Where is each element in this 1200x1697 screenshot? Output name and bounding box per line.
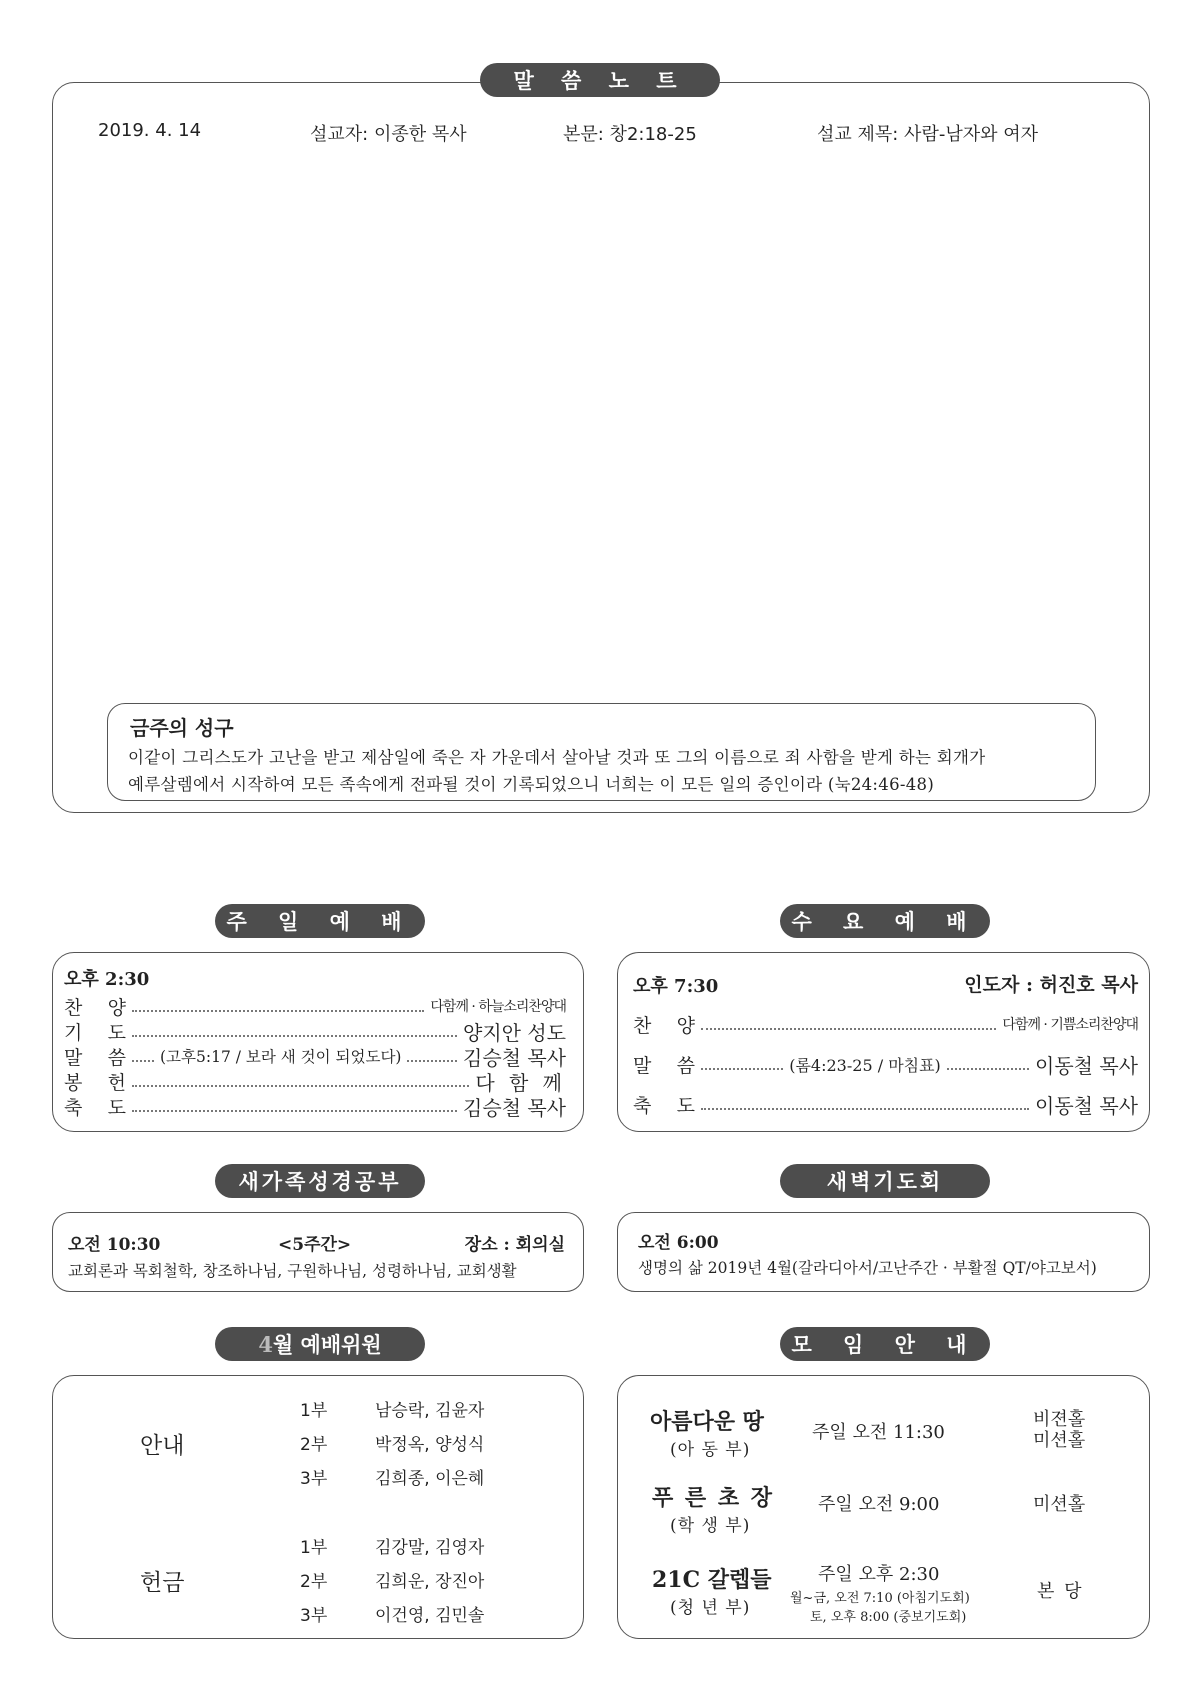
- meeting-sub: (아 동 부): [670, 1440, 751, 1460]
- committee-part: 1부: [300, 1538, 328, 1558]
- committee-part: 2부: [300, 1435, 328, 1455]
- wednesday-service-heading: 수 요 예 배: [780, 904, 990, 938]
- wednesday-row: [633, 1011, 1138, 1037]
- row-detail: (롬4:23-25 / 마침표): [789, 1055, 941, 1075]
- row-value: 이동철 목사: [1035, 1093, 1138, 1118]
- meeting-extra: 월~금, 오전 7:10 (아침기도회): [790, 1591, 970, 1606]
- committee-group-label: 헌금: [140, 1570, 185, 1596]
- sunday-row: [64, 1044, 566, 1068]
- meeting-place: 미션홀: [1033, 1494, 1086, 1515]
- dot-leader: [132, 1035, 457, 1037]
- sermon-date: 2019. 4. 14: [98, 120, 202, 141]
- row-label: 씀: [107, 1046, 126, 1069]
- dot-leader: [132, 1010, 424, 1012]
- row-value: 이동철 목사: [1035, 1053, 1139, 1078]
- row-value: 양지안 성도: [463, 1020, 566, 1045]
- meetings-heading: 모 임 안 내: [780, 1327, 990, 1361]
- meeting-name: 21C 갈렙들: [652, 1567, 772, 1593]
- dot-leader: [947, 1068, 1029, 1070]
- family-bible-place: 장소 : 회의실: [464, 1235, 565, 1255]
- row-label: 봉: [64, 1071, 83, 1094]
- committee-names: 김희운, 장진아: [375, 1572, 485, 1592]
- row-label: 양: [676, 1014, 695, 1037]
- family-bible-topics: 교회론과 목회철학, 창조하나님, 구원하나님, 성령하나님, 교회생활: [68, 1262, 517, 1280]
- wednesday-row: [633, 1051, 1138, 1077]
- row-value: 다함께 · 하늘소리찬양대: [430, 999, 566, 1015]
- row-label: 축: [64, 1096, 83, 1119]
- meeting-sub: (청 년 부): [670, 1598, 751, 1618]
- sunday-row: [64, 1069, 566, 1093]
- dawn-prayer-time: 오전 6:00: [638, 1233, 719, 1253]
- committee-names: 남승락, 김윤자: [375, 1401, 485, 1421]
- dot-leader: [701, 1028, 996, 1030]
- heading-month: 4: [258, 1331, 273, 1357]
- sermon-title: 설교 제목: 사람-남자와 여자: [817, 124, 1038, 145]
- dot-leader: [132, 1060, 154, 1062]
- row-label: 말: [633, 1054, 652, 1077]
- meeting-sub: (학 생 부): [670, 1516, 751, 1536]
- sunday-row: [64, 1094, 566, 1118]
- committee-names: 이건영, 김민솔: [375, 1606, 485, 1626]
- committee-part: 1부: [300, 1401, 328, 1421]
- meeting-time: 주일 오후 2:30: [818, 1564, 940, 1585]
- row-value: 다 함 께: [475, 1070, 566, 1095]
- committee-part: 2부: [300, 1572, 328, 1592]
- meeting-place: 미션홀: [1033, 1430, 1086, 1451]
- dot-leader: [132, 1085, 469, 1087]
- family-bible-time: 오전 10:30: [68, 1235, 161, 1255]
- dot-leader: [132, 1110, 457, 1112]
- heading-text: 월 예배위원: [272, 1332, 382, 1357]
- meeting-time: 주일 오전 9:00: [818, 1494, 940, 1515]
- row-label: 기: [64, 1021, 83, 1044]
- sunday-row: [64, 1019, 566, 1043]
- committee-heading: [215, 1327, 425, 1361]
- committee-group-label: 안내: [140, 1433, 185, 1459]
- sunday-service-heading: 주 일 예 배: [215, 904, 425, 938]
- sunday-row: [64, 994, 566, 1018]
- row-label: 헌: [107, 1071, 126, 1094]
- committee-part: 3부: [300, 1606, 328, 1626]
- row-label: 말: [64, 1046, 83, 1069]
- row-value: 김승철 목사: [463, 1045, 566, 1070]
- row-detail: (고후5:17 / 보라 새 것이 되었도다): [160, 1048, 402, 1066]
- committee-part: 3부: [300, 1469, 328, 1489]
- sermon-preacher: 설교자: 이종한 목사: [310, 124, 467, 145]
- row-label: 찬: [64, 996, 83, 1019]
- dawn-prayer-desc: 생명의 삶 2019년 4월(갈라디아서/고난주간 · 부활절 QT/야고보서): [638, 1259, 1097, 1277]
- committee-names: 김강말, 김영자: [375, 1538, 485, 1558]
- weekly-verse-heading: 금주의 성구: [130, 716, 234, 740]
- family-bible-weeks: <5주간>: [278, 1235, 352, 1255]
- committee-names: 김희종, 이은혜: [375, 1469, 485, 1489]
- dot-leader: [701, 1108, 1029, 1110]
- dot-leader: [701, 1068, 783, 1070]
- meeting-extra: 토, 오후 8:00 (중보기도회): [810, 1610, 967, 1625]
- row-label: 축: [633, 1094, 652, 1117]
- row-label: 도: [107, 1021, 126, 1044]
- sermon-text: 본문: 창2:18-25: [563, 124, 697, 145]
- meeting-time: 주일 오전 11:30: [812, 1422, 945, 1443]
- row-value: 다함께 · 기쁨소리찬양대: [1002, 1017, 1138, 1033]
- row-value: 김승철 목사: [463, 1095, 566, 1120]
- meeting-place: 본 당: [1037, 1581, 1084, 1602]
- sunday-time: 오후 2:30: [64, 969, 150, 990]
- dawn-prayer-heading: 새벽기도회: [780, 1164, 990, 1198]
- meeting-name: 푸 른 초 장: [652, 1485, 774, 1511]
- wednesday-time: 오후 7:30: [633, 976, 719, 997]
- row-label: 찬: [633, 1014, 652, 1037]
- row-label: 씀: [676, 1054, 695, 1077]
- meeting-name: 아름다운 땅: [650, 1409, 764, 1435]
- committee-names: 박정옥, 양성식: [375, 1435, 485, 1455]
- weekly-verse-line2: 예루살렘에서 시작하여 모든 족속에게 전파될 것이 기록되었으니 너희는 이 모든 일의 증인이라 (눅24:46-48): [128, 775, 935, 794]
- wednesday-leader: 인도자 : 허진호 목사: [964, 974, 1138, 996]
- weekly-verse-line1: 이같이 그리스도가 고난을 받고 제삼일에 죽은 자 가운데서 살아날 것과 또 그의 이름으로 죄 사함을 받게 하는 회개가: [128, 748, 986, 767]
- family-bible-heading: 새가족성경공부: [215, 1164, 425, 1198]
- row-label: 양: [107, 996, 126, 1019]
- dot-leader: [407, 1060, 457, 1062]
- wednesday-row: [633, 1091, 1138, 1117]
- row-label: 도: [676, 1094, 695, 1117]
- row-label: 도: [107, 1096, 126, 1119]
- meeting-place: 비젼홀: [1033, 1409, 1086, 1430]
- sermon-note-heading: 말 씀 노 트: [480, 63, 720, 97]
